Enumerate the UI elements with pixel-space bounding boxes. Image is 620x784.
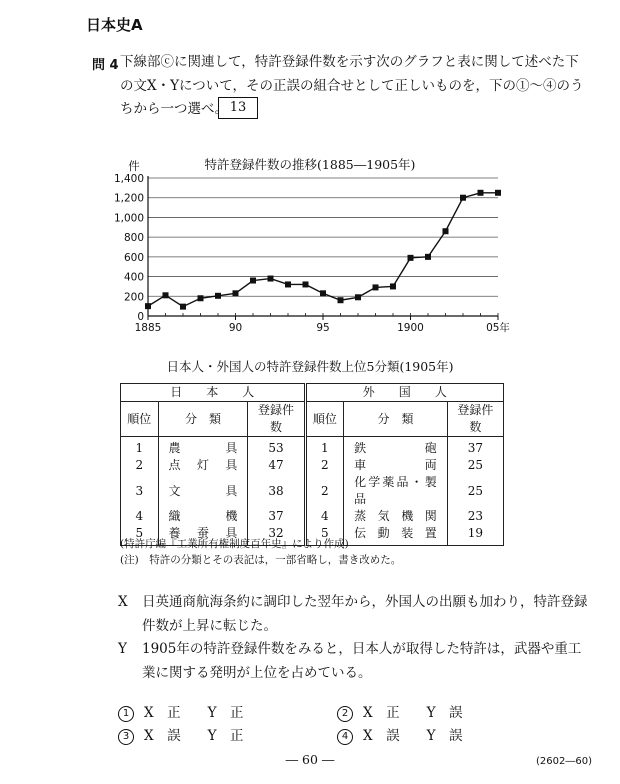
page-code: (2602―60): [536, 756, 592, 767]
cell-class-jp: 文具: [158, 474, 248, 508]
cell-rank-jp: 5: [121, 525, 159, 546]
table-title: 日本人・外国人の特許登録件数上位5分類(1905年): [166, 359, 454, 374]
cell-class-fr: 蒸気機関: [344, 508, 448, 525]
choice-2-number: 2: [337, 706, 353, 722]
cell-class-jp: 農具: [158, 437, 248, 458]
cell-class-fr: 鉄砲: [344, 437, 448, 458]
data-point: [390, 283, 396, 289]
cell-class-fr: 伝動装置: [344, 525, 448, 546]
y-tick-label: 1,000: [113, 212, 144, 225]
statement-x-line-2: 件数が上昇に転じた。: [142, 618, 277, 634]
choice-3-text: X 誤 Y 正: [144, 728, 244, 744]
y-tick-label: 800: [123, 232, 144, 245]
y-tick-label: 400: [123, 271, 144, 284]
data-point: [495, 190, 501, 196]
footnote: (注) 特許の分類とその表記は，一部省略し，書き改めた。: [120, 554, 402, 566]
data-point: [303, 281, 309, 287]
cell-rank-fr: 1: [305, 437, 344, 458]
line-chart: [0, 0, 620, 350]
question-line-3: ちから一つ選べ。: [120, 101, 228, 117]
y-tick-label: 1,400: [113, 173, 144, 185]
table-row: [121, 474, 504, 508]
page-number: ― 60 ―: [285, 752, 335, 767]
cell-rank-jp: 3: [121, 474, 159, 508]
cell-rank-jp: 1: [121, 437, 159, 458]
choice-1-text: X 正 Y 正: [144, 705, 244, 721]
y-tick-label: 0: [137, 311, 144, 323]
data-point: [233, 290, 239, 296]
cell-class-fr: 化学薬品・製品: [344, 474, 448, 508]
choice-1-number: 1: [118, 706, 134, 722]
cell-count-fr: 19: [447, 525, 503, 546]
data-point: [145, 303, 151, 309]
col-count-fr: 登録件数: [447, 402, 503, 437]
table-row: [121, 508, 504, 525]
data-point: [198, 295, 204, 301]
cell-rank-fr: 2: [305, 474, 344, 508]
x-tick-label: 1900: [397, 322, 424, 334]
col-class-fr: 分 類: [344, 402, 448, 437]
statement-x-line-1: 日英通商航海条約に調印した翌年から，外国人の出願も加わり，特許登録: [142, 594, 588, 610]
x-tick-label: 05年: [486, 322, 510, 334]
data-point: [215, 293, 221, 299]
y-tick-label: 1,200: [113, 192, 144, 205]
x-tick-label: 95: [316, 322, 330, 334]
cell-rank-fr: 4: [305, 508, 344, 525]
cell-count-jp: 47: [248, 457, 305, 474]
data-point: [478, 190, 484, 196]
question-label: 問 4: [92, 58, 119, 73]
cell-count-fr: 25: [447, 474, 503, 508]
question-line-1: 下線部ⓒに関連して，特許登録件数を示す次のグラフと表に関して述べた下: [120, 54, 579, 70]
statement-x-label: X: [118, 594, 128, 610]
cell-count-jp: 37: [248, 508, 305, 525]
y-tick-label: 200: [123, 291, 144, 304]
col-count-jp: 登録件数: [248, 402, 305, 437]
data-point: [285, 281, 291, 287]
choice-2-text: X 正 Y 誤: [363, 705, 463, 721]
subject-title: 日本史A: [86, 16, 143, 34]
y-tick-label: 600: [123, 251, 144, 264]
choice-4-number: 4: [337, 729, 353, 745]
cell-rank-jp: 2: [121, 457, 159, 474]
data-point: [250, 278, 256, 284]
group-foreign: 外 国 人: [305, 384, 503, 402]
data-point: [443, 228, 449, 234]
statement-y-line-2: 業に関する発明が上位を占めている。: [142, 665, 372, 681]
cell-class-jp: 織機: [158, 508, 248, 525]
data-point: [163, 292, 169, 298]
choice-2[interactable]: [337, 701, 463, 722]
patent-table: [120, 383, 504, 546]
cell-count-jp: 53: [248, 437, 305, 458]
data-point: [338, 297, 344, 303]
cell-count-jp: 38: [248, 474, 305, 508]
data-point: [180, 304, 186, 310]
choice-1[interactable]: [118, 701, 244, 722]
col-rank-jp: 順位: [121, 402, 159, 437]
statement-y-line-1: 1905年の特許登録件数をみると，日本人が取得した特許は，武器や重工: [142, 641, 582, 657]
cell-class-jp: 養蚕具: [158, 525, 248, 546]
data-point: [460, 195, 466, 201]
table-row: [121, 457, 504, 474]
x-tick-label: 1885: [134, 322, 162, 334]
data-point: [425, 254, 431, 260]
data-point: [268, 276, 274, 282]
x-tick-label: 90: [228, 322, 243, 334]
col-rank-fr: 順位: [305, 402, 344, 437]
cell-count-fr: 23: [447, 508, 503, 525]
cell-count-fr: 37: [447, 437, 503, 458]
answer-box[interactable]: 13: [218, 97, 258, 119]
col-class-jp: 分 類: [158, 402, 248, 437]
cell-rank-fr: 2: [305, 457, 344, 474]
cell-class-jp: 点灯具: [158, 457, 248, 474]
question-line-2: の文X・Yについて，その正誤の組合せとして正しいものを，下の①～④のう: [120, 78, 584, 94]
cell-count-fr: 25: [447, 457, 503, 474]
chart-title: 特許登録件数の推移(1885―1905年): [204, 157, 416, 172]
cell-count-jp: 32: [248, 525, 305, 546]
choice-4[interactable]: [337, 724, 463, 745]
table-row: [121, 437, 504, 458]
data-point: [355, 294, 361, 300]
data-point: [408, 255, 414, 261]
cell-class-fr: 車両: [344, 457, 448, 474]
cell-rank-jp: 4: [121, 508, 159, 525]
choice-3[interactable]: [118, 724, 244, 745]
source-note: (特許庁編『工業所有権制度百年史』により作成): [120, 538, 349, 550]
statement-y-label: Y: [118, 641, 127, 657]
choice-4-text: X 誤 Y 誤: [363, 728, 463, 744]
choice-3-number: 3: [118, 729, 134, 745]
data-point: [373, 284, 379, 290]
data-point: [320, 290, 326, 296]
group-japanese: 日 本 人: [121, 384, 306, 402]
cell-rank-fr: 5: [305, 525, 344, 546]
series-line: [148, 193, 498, 307]
y-axis-label: 件: [128, 159, 140, 173]
